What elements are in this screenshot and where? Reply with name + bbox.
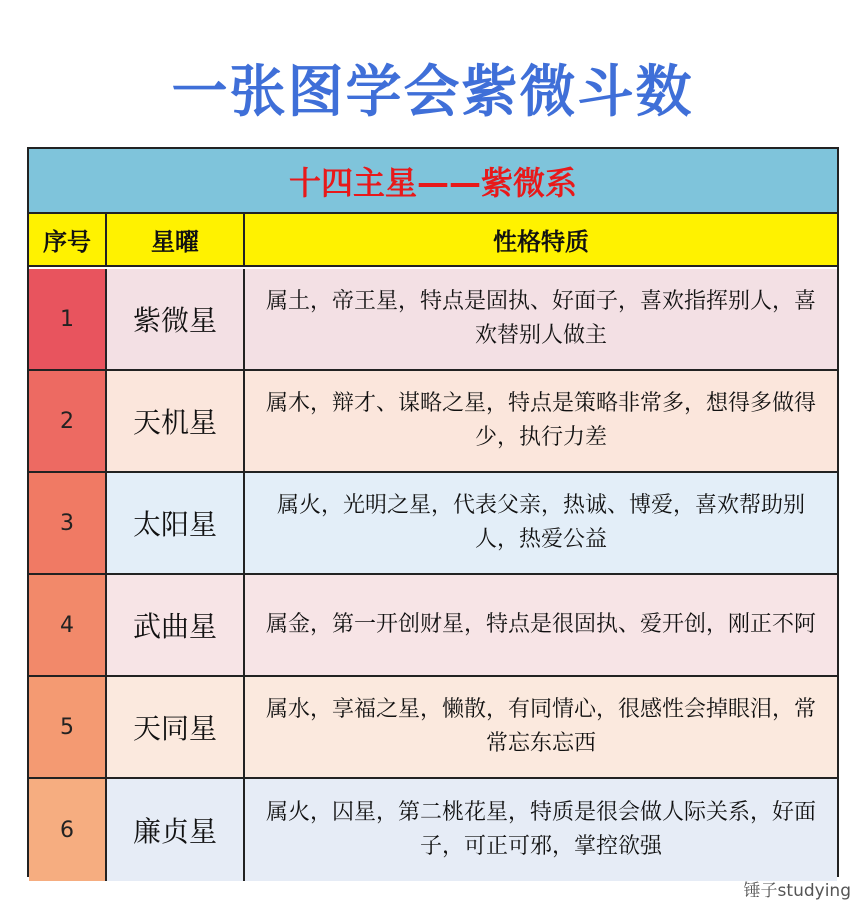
star-name: 紫微星 [107,269,245,369]
star-name: 武曲星 [107,575,245,675]
table-row [29,779,837,881]
row-number: 5 [29,677,107,777]
table-row [29,371,837,473]
star-traits: 属木，辩才、谋略之星，特点是策略非常多，想得多做得少，执行力差 [245,371,837,471]
star-traits: 属火，囚星，第二桃花星，特质是很会做人际关系，好面子，可正可邪，掌控欲强 [245,779,837,881]
table-row [29,575,837,677]
row-number: 2 [29,371,107,471]
header-desc: 性格特质 [245,214,837,267]
row-number: 4 [29,575,107,675]
star-traits: 属火，光明之星，代表父亲，热诚、博爱，喜欢帮助别人，热爱公益 [245,473,837,573]
watermark: 锤子studying [743,881,851,901]
header-no: 序号 [29,214,107,267]
page-title: 一张图学会紫微斗数 [171,60,694,125]
star-name: 天同星 [107,677,245,777]
row-number: 1 [29,269,107,369]
star-traits: 属水，享福之星，懒散，有同情心，很感性会掉眼泪，常常忘东忘西 [245,677,837,777]
star-name: 廉贞星 [107,779,245,881]
table-row [29,473,837,575]
row-number: 6 [29,779,107,881]
table-caption: 十四主星——紫微系 [29,149,837,214]
header-star: 星曜 [107,214,245,267]
star-name: 太阳星 [107,473,245,573]
star-name: 天机星 [107,371,245,471]
table-row [29,269,837,371]
star-traits: 属金，第一开创财星，特点是很固执、爱开创，刚正不阿 [245,575,837,675]
star-traits: 属土，帝王星，特点是固执、好面子，喜欢指挥别人，喜欢替别人做主 [245,269,837,369]
row-number: 3 [29,473,107,573]
table-row [29,677,837,779]
star-table [27,147,839,877]
